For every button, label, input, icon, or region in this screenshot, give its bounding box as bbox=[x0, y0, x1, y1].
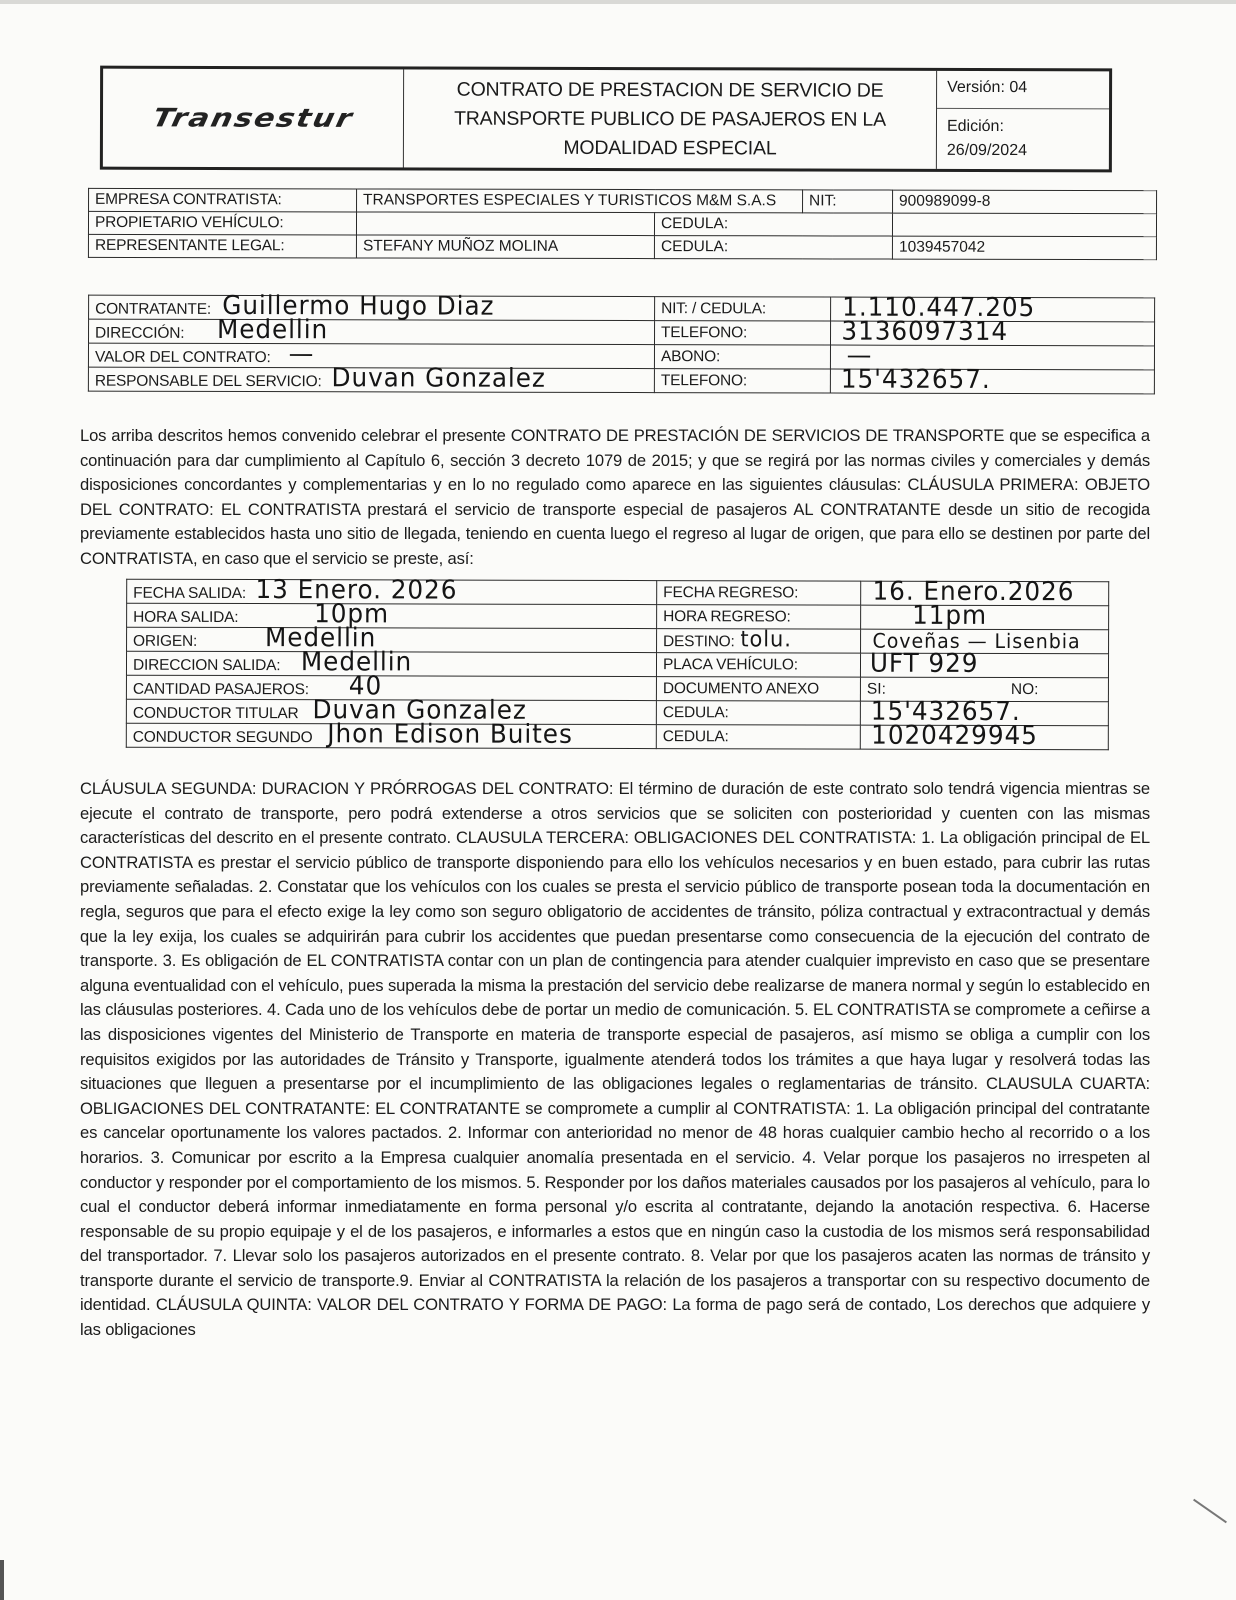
hora-regreso-label: HORA REGRESO: bbox=[657, 605, 861, 630]
contratante-table bbox=[88, 290, 1155, 395]
cedula2-label: CEDULA: bbox=[662, 727, 729, 745]
fecha-regreso-label: FECHA REGRESO: bbox=[657, 581, 861, 606]
telefono-label: TELEFONO: bbox=[654, 321, 830, 345]
hora-salida-value: 10pm bbox=[313, 599, 389, 630]
propietario-value bbox=[356, 212, 654, 236]
edition-box bbox=[937, 109, 1109, 163]
table-row bbox=[88, 211, 1156, 236]
clauses-paragraph bbox=[80, 777, 1150, 1343]
valor-label: VALOR DEL CONTRATO: bbox=[94, 348, 271, 367]
si-label: SI: bbox=[866, 680, 886, 698]
valor-value: — bbox=[288, 339, 315, 370]
table-row bbox=[88, 343, 1154, 370]
direccion-value: Medellin bbox=[217, 314, 329, 346]
documento-anexo-label: DOCUMENTO ANEXO bbox=[656, 677, 860, 702]
table-row bbox=[88, 234, 1156, 259]
table-row bbox=[88, 367, 1154, 394]
destino-label: DESTINO: bbox=[663, 633, 735, 651]
fecha-salida-value: 13 Enero. 2026 bbox=[255, 575, 458, 606]
cedula2-value: 1020429945 bbox=[871, 720, 1038, 752]
destino-value-a: tolu. bbox=[740, 627, 792, 653]
scan-artifact bbox=[0, 1560, 4, 1600]
logo-text: Transestur bbox=[149, 102, 357, 134]
conductor-segundo-label: CONDUCTOR SEGUNDO bbox=[132, 728, 313, 747]
cedula1-value: 15'432657. bbox=[870, 696, 1021, 728]
fecha-regreso-value: 16. Enero.2026 bbox=[872, 576, 1075, 608]
edition-date: 26/09/2024 bbox=[946, 141, 1028, 160]
cedula1-label: CEDULA: bbox=[662, 703, 729, 721]
direccion-label: DIRECCIÓN: bbox=[95, 324, 185, 342]
intro-text: Los arriba descritos hemos convenido celebrar el presente CONTRATO DE PRESTACIÓN DE SERVICIOS DE TRANSPORTE que se especifica a continuación para dar cumplimiento al Capítulo 6, sección 3 decreto 1079 de 2015; y que se regirá por las normas civiles y comerciales y demás disposiciones concordantes y complementarias y en lo no regulado como aparece en las siguientes cláusulas: CLÁUSULA PRIMERA: OBJETO DEL CONTRATO: EL CONTRATISTA prestará el servicio de transporte especial de pasajeros AL CONTRATANTE desde un sitio de recogida previamente establecidos hasta uno sitio de llegada, teniendo en cuenta luego el regreso al lugar de origen, que para ello se destinen por parte del CONTRATISTA, en caso que el servicio se preste, así: bbox=[80, 426, 1150, 568]
no-label: NO: bbox=[1010, 680, 1039, 698]
destino-value-b: Coveñas — Lisenbia bbox=[872, 628, 1081, 653]
document-header bbox=[100, 66, 1112, 173]
abono-value: — bbox=[846, 340, 872, 371]
responsable-label: RESPONSABLE DEL SERVICIO: bbox=[94, 372, 322, 391]
placa-label: PLACA VEHÍCULO: bbox=[656, 653, 860, 678]
hora-salida-label: HORA SALIDA: bbox=[133, 608, 239, 627]
intro-paragraph bbox=[80, 424, 1150, 572]
version-box bbox=[937, 71, 1109, 169]
direccion-salida-label: DIRECCION SALIDA: bbox=[132, 656, 281, 675]
conductor-segundo-value: Jhon Edison Buites bbox=[327, 719, 574, 750]
representante-label: REPRESENTANTE LEGAL: bbox=[88, 234, 356, 258]
cantidad-value: 40 bbox=[348, 671, 382, 702]
nit-cedula-value: 1.110.447.205 bbox=[842, 292, 1036, 324]
clauses-text: CLÁUSULA SEGUNDA: DURACION Y PRÓRROGAS DEL CONTRATO: El término de duración de este contrato solo tendrá vigencia mientras se ejecute el contrato de transporte, pero podrá extenderse a otros servicios que se soliciten con posterioridad y cuenten con las mismas características del descrito en el presente contrato. CLAUSULA TERCERA: OBLIGACIONES DEL CONTRATISTA: 1. La obligación principal de EL CONTRATISTA es prestar el servicio público de transporte disponiendo para ello los vehículos necesarios y en buen estado, para cubrir las rutas previamente señaladas. 2. Constatar que los vehículos con los cuales se presta el servicio público de transporte posean toda la documentación en regla, seguros que para el efecto exige la ley como son seguro obligatorio de accidentes de tránsito, póliza contractual y extracontractual y demás que la ley exija, los cuales se adquirirán para cubrir los accidentes que puedan presentarse como consecuencia de la ejecución del contrato de transporte. 3. Es obligación de EL CONTRATISTA contar con un plan de contingencia para atender cualquier imprevisto en caso que se presentare alguna eventualidad con el vehículo, pues superada la misma la prestación del servicio debe realizarse de manera normal y según lo establecido en las cláusulas posteriores. 4. Cada uno de los vehículos debe de portar un medio de comunicación. 5. EL CONTRATISTA se compromete a ceñirse a las disposiciones vigentes del Ministerio de Transporte en materia de transporte especial de pasajeros, así mismo se obliga a cumplir con los requisitos exigidos por las autoridades de Tránsito y Transporte, igualmente atenderá todos los trámites a que haya lugar y resolverá todas las situaciones que lleguen a presentarse por el incumplimiento de las obligaciones legales o reglamentarias de tránsito. CLAUSULA CUARTA: OBLIGACIONES DEL CONTRATANTE: EL CONTRATANTE se compromete a cumplir al CONTRATISTA: 1. La obligación principal del contratante es cancelar oportunamente los valores pactados. 2. Informar con anterioridad no menor de 48 horas cualquier cambio hecho al recorrido o a los horarios. 3. Comunicar por escrito a la Empresa cualquier anomalía presentada en el servicio. 4. Velar porque los pasajeros no irrespeten al conductor y responder por el comportamiento de los mismos. 5. Responder por los daños materiales causados por los pasajeros al vehículo, para lo cual el conductor deberá informar inmediatamente en forma personal y/o escrita al contratante, dejando la anotación respectiva. 6. Hacerse responsable de su propio equipaje y el de los pasajeros, e informarles a estos que en ningún caso la custodia de los mismos será responsabilidad del transportador. 7. Llevar solo los pasajeros autorizados en el presente contrato. 8. Velar por que los pasajeros acaten las normas de tránsito y transporte durante el servicio de transporte.9. Enviar al CONTRATISTA la relación de los pasajeros a transportar con su respectivo documento de identidad. CLÁUSULA QUINTA: VALOR DEL CONTRATO Y FORMA DE PAGO: La forma de pago será de contado, Los derechos que adquiere y las obligaciones bbox=[80, 779, 1150, 1340]
company-table bbox=[88, 188, 1157, 260]
origen-label: ORIGEN: bbox=[133, 632, 198, 650]
telefono-value: 3136097314 bbox=[841, 316, 1009, 348]
propietario-cedula-value bbox=[892, 213, 1156, 237]
nit-cedula-label: NIT: / CEDULA: bbox=[655, 297, 831, 321]
propietario-cedula-label: CEDULA: bbox=[654, 213, 892, 236]
direccion-salida-value: Medellin bbox=[300, 647, 412, 678]
contratante-value: Guillermo Hugo Diaz bbox=[222, 290, 495, 322]
edition-label: Edición: bbox=[946, 117, 1004, 136]
scan-edge bbox=[0, 0, 1236, 4]
origen-value: Medellin bbox=[264, 623, 376, 654]
representante-cedula-label: CEDULA: bbox=[654, 236, 892, 259]
propietario-label: PROPIETARIO VEHÍCULO: bbox=[88, 211, 356, 235]
empresa-value: TRANSPORTES ESPECIALES Y TURISTICOS M&M S.A.S bbox=[357, 189, 803, 213]
conductor-titular-label: CONDUCTOR TITULAR bbox=[132, 704, 299, 723]
trip-table bbox=[126, 575, 1109, 752]
cantidad-label: CANTIDAD PASAJEROS: bbox=[132, 680, 309, 699]
empresa-label: EMPRESA CONTRATISTA: bbox=[89, 188, 357, 212]
table-row bbox=[89, 188, 1157, 213]
telefono2-value: 15'432657. bbox=[840, 364, 991, 395]
abono-label: ABONO: bbox=[654, 345, 830, 369]
version-label: Versión: 04 bbox=[937, 71, 1109, 109]
company-logo bbox=[103, 69, 404, 168]
scan-artifact bbox=[1193, 1499, 1227, 1524]
document-title: CONTRATO DE PRESTACION DE SERVICIO DE TRANSPORTE PUBLICO DE PASAJEROS EN LA MODALIDAD ESPECIAL bbox=[404, 69, 937, 168]
responsable-value: Duvan Gonzalez bbox=[331, 363, 546, 394]
representante-value: STEFANY MUÑOZ MOLINA bbox=[356, 235, 654, 259]
contratante-label: CONTRATANTE: bbox=[95, 300, 211, 318]
representante-cedula-value: 1039457042 bbox=[892, 236, 1156, 260]
table-row bbox=[89, 319, 1155, 346]
placa-value: UFT 929 bbox=[869, 648, 979, 679]
hora-regreso-value: 11pm bbox=[912, 600, 988, 631]
telefono2-label: TELEFONO: bbox=[654, 369, 830, 393]
fecha-salida-label: FECHA SALIDA: bbox=[133, 584, 247, 603]
nit-label: NIT: bbox=[803, 190, 893, 213]
nit-value: 900989099-8 bbox=[893, 190, 1157, 214]
table-row bbox=[126, 651, 1108, 678]
conductor-titular-value: Duvan Gonzalez bbox=[312, 695, 528, 726]
table-row bbox=[126, 723, 1108, 750]
